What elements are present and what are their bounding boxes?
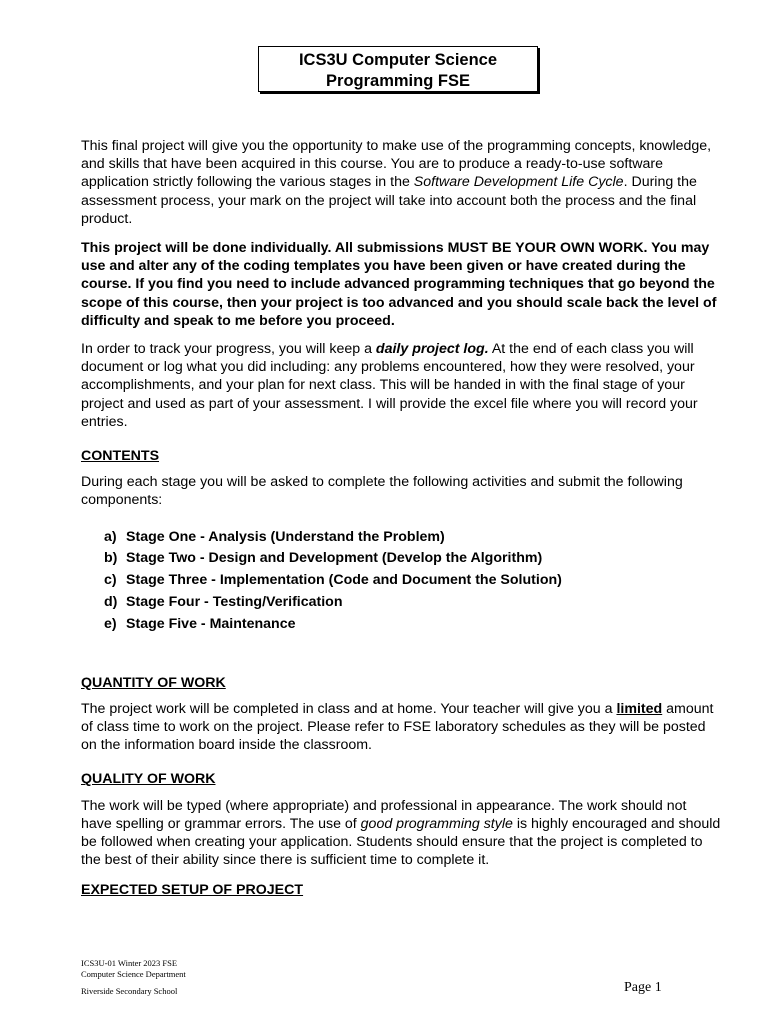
limited-term: limited bbox=[616, 700, 663, 717]
page-number: Page 1 bbox=[624, 980, 662, 995]
programming-style-term: good programming style bbox=[360, 815, 513, 832]
quality-text-1: The work will be typed (where appropriate) and professional in appearance. The work should not have spelling or grammar errors. The use of bbox=[81, 797, 687, 832]
stage-text: Stage One - Analysis (Understand the Problem) bbox=[126, 528, 445, 545]
project-log-paragraph bbox=[81, 340, 721, 431]
footer-department: Computer Science Department bbox=[81, 969, 186, 979]
quantity-paragraph bbox=[81, 700, 721, 755]
stage-item bbox=[104, 592, 721, 614]
footer-school: Riverside Secondary School bbox=[81, 986, 178, 996]
log-text-2: At the end of each class you will document or log what you did including: any problems encountered, how they were resolved, your accomplishments, and your plan for next class. This will be handed in with the final stage of your project and used as part of your assessment. I will provide the excel file where you will record your entries. bbox=[81, 341, 698, 430]
sdlc-term: Software Development Life Cycle bbox=[413, 174, 624, 191]
stage-marker: e) bbox=[104, 615, 117, 632]
footer-info bbox=[81, 958, 186, 997]
stage-marker: d) bbox=[104, 594, 118, 611]
stage-marker: c) bbox=[104, 572, 117, 589]
intro-text-2: . During the assessment process, your mark on the project will take into account both the process and the final product. bbox=[81, 174, 697, 227]
log-text-1: In order to track your progress, you will keep a bbox=[81, 341, 376, 358]
quantity-text-1: The project work will be completed in class and at home. Your teacher will give you a bbox=[81, 700, 617, 717]
stage-text: Stage Four - Testing/Verification bbox=[126, 594, 343, 611]
quality-text-2: is highly encouraged and should be followed when creating your application. Students should ensure that the project is completed to the best of their ability since there is sufficient time to complete it. bbox=[81, 815, 721, 869]
footer-course: ICS3U-01 Winter 2023 FSE bbox=[81, 958, 178, 968]
stage-item bbox=[104, 570, 721, 592]
stage-text: Stage Three - Implementation (Code and Document the Solution) bbox=[126, 572, 562, 589]
intro-text-1: This final project will give you the opportunity to make use of the programming concepts, knowledge, and skills that have been acquired in this course. You are to produce a ready-to-use software application strictly following the various stages in the bbox=[81, 138, 712, 191]
document-title-line-1: ICS3U Computer Science bbox=[298, 51, 498, 69]
stage-item bbox=[104, 614, 721, 636]
daily-log-term: daily project log. bbox=[375, 341, 489, 358]
quantity-text-2: amount of class time to work on the project. Please refer to FSE laboratory schedules as they will be posted on the information board inside the classroom. bbox=[81, 700, 714, 754]
contents-heading: CONTENTS bbox=[81, 448, 160, 465]
stage-text: Stage Two - Design and Development (Develop the Algorithm) bbox=[126, 550, 543, 567]
quality-paragraph bbox=[81, 797, 721, 870]
individual-work-notice: This project will be done individually. All submissions MUST BE YOUR OWN WORK. You may use and alter any of the coding templates you have been given or have created during the course. If you find you need to include advanced programming techniques that go beyond the scope of this course, then your project is too advanced and you should scale back the level of difficulty and speak to me before you proceed. bbox=[81, 240, 717, 329]
stage-text: Stage Five - Maintenance bbox=[126, 615, 296, 632]
stage-item bbox=[104, 527, 721, 549]
stages-list bbox=[81, 527, 721, 636]
document-body bbox=[81, 137, 721, 908]
stage-marker: a) bbox=[104, 528, 117, 545]
quality-heading: QUALITY OF WORK bbox=[81, 771, 216, 788]
stage-marker: b) bbox=[104, 550, 118, 567]
document-title-box bbox=[258, 46, 538, 92]
stage-item bbox=[104, 548, 721, 570]
setup-heading: EXPECTED SETUP OF PROJECT bbox=[81, 882, 304, 899]
document-title-line-2: Programming FSE bbox=[326, 72, 470, 90]
contents-intro: During each stage you will be asked to complete the following activities and submit the following components: bbox=[81, 474, 683, 509]
quantity-heading: QUANTITY OF WORK bbox=[81, 674, 226, 691]
intro-paragraph bbox=[81, 137, 721, 228]
